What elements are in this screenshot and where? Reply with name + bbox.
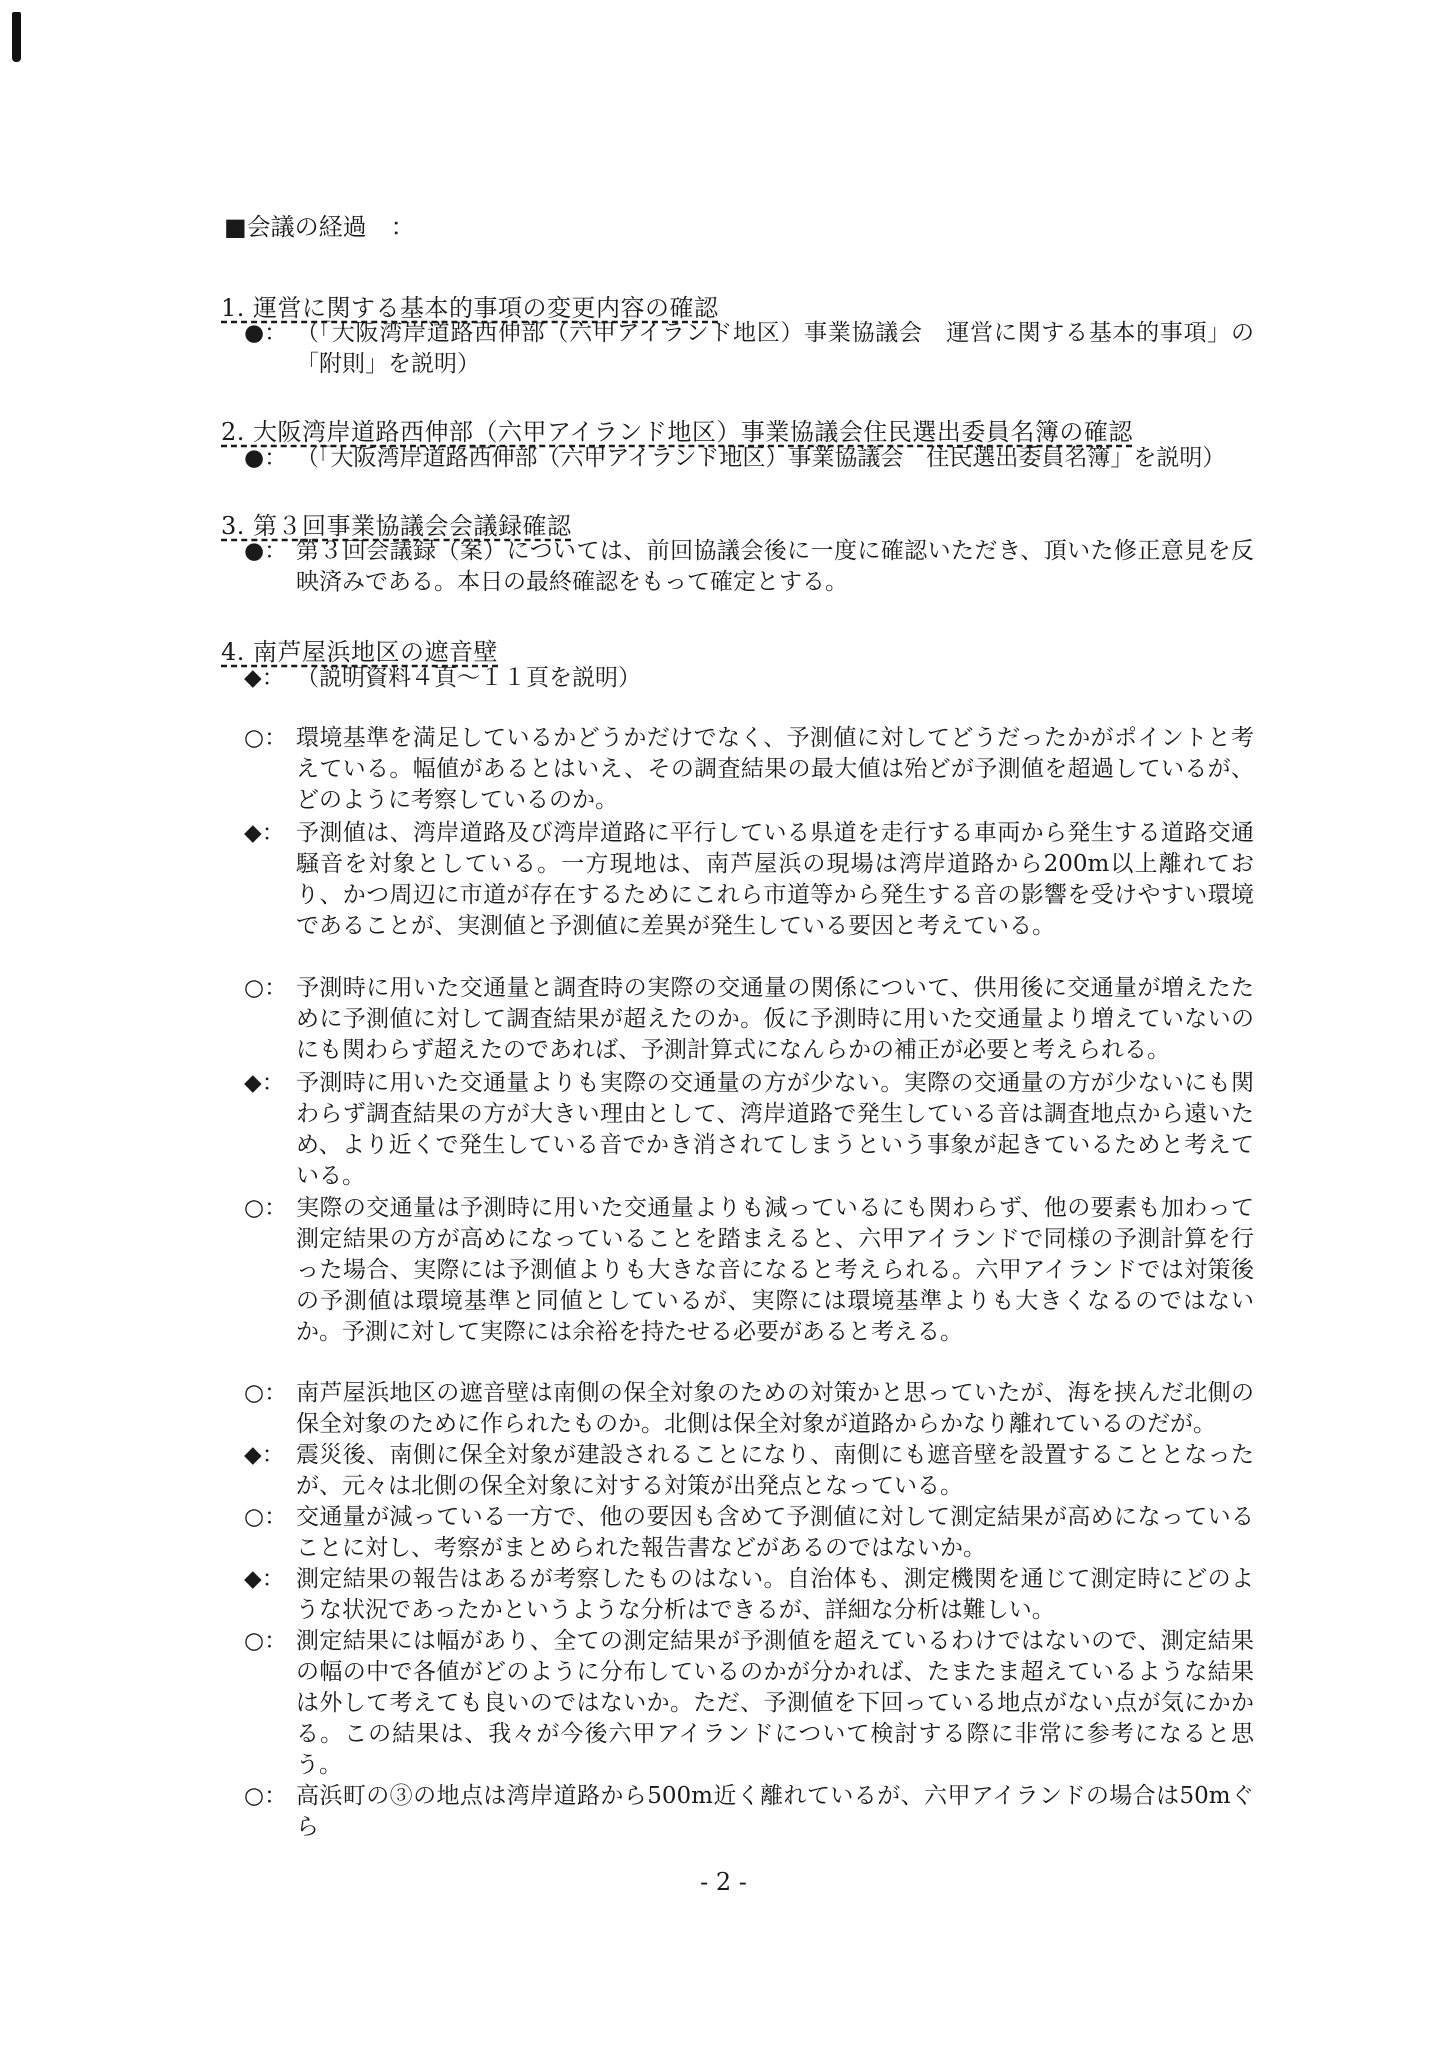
speaker-marker: ◆： [244,820,285,846]
section-2-heading: 2. 大阪湾岸道路西伸部（六甲アイランド地区）事業協議会住民選出委員名簿の確認 [221,418,1133,446]
section-4-entry-5 [244,1068,1254,1192]
speaker-marker: ○： [244,1628,288,1654]
section-4-entry-9 [244,1502,1254,1564]
entry-text: （「大阪湾岸道路西伸部（六甲アイランド地区）事業協議会 住民選出委員名簿」を説明） [296,445,1226,471]
section-4-entry-1 [244,663,1254,694]
entry-text: （説明資料４頁～１１頁を説明） [296,665,641,691]
speaker-marker: ◆： [244,1566,285,1592]
speaker-marker: ●： [244,445,288,471]
speaker-marker: ○： [244,975,288,1001]
speaker-marker: ○： [244,1195,288,1221]
entry-text: 交通量が減っている一方で、他の要因も含めて予測値に対して測定結果が高めになっていることに対し、考察がまとめられた報告書などがあるのではないか。 [296,1504,1254,1561]
entry-text: 実際の交通量は予測時に用いた交通量よりも減っているにも関わらず、他の要素も加わって測定結果の方が高めになっていることを踏まえると、六甲アイランドで同様の予測計算を行った場合、実際には予測値よりも大きな音になると考えられる。六甲アイランドでは対策後の予測値は環境基準と同値としているが、実際には環境基準よりも大きくなるのではないか。予測に対して実際には余裕を持たせる必要があると考える。 [296,1195,1254,1345]
entry-text: 予測時に用いた交通量よりも実際の交通量の方が少ない。実際の交通量の方が少ないにも関わらず調査結果の方が大きい理由として、湾岸道路で発生している音は調査地点から遠いため、より近くで発生している音でかき消されてしまうという事象が起きているためと考えている。 [296,1070,1254,1189]
section-4-heading: 4. 南芦屋浜地区の遮音壁 [221,638,499,666]
entry-text: 測定結果には幅があり、全ての測定結果が予測値を超えているわけではないので、測定結果の幅の中で各値がどのように分布しているのかが分かれば、たまたま超えているような結果は外して考えても良いのではないか。ただ、予測値を下回っている地点がない点が気にかかる。この結果は、我々が今後六甲アイランドについて検討する際に非常に参考になると思う。 [296,1628,1254,1778]
section-1-heading: 1. 運営に関する基本的事項の変更内容の確認 [221,294,719,322]
section-4-entry-7 [244,1378,1254,1440]
section-4-entry-8 [244,1440,1254,1502]
speaker-marker: ○： [244,1380,288,1406]
entry-text: （「大阪湾岸道路西伸部（六甲アイランド地区）事業協議会 運営に関する基本的事項」の「附則」を説明） [296,320,1254,377]
speaker-marker: ●： [244,320,288,346]
entry-text: 南芦屋浜地区の遮音壁は南側の保全対象のための対策かと思っていたが、海を挟んだ北側の保全対象のために作られたものか。北側は保全対象が道路からかなり離れているのだが。 [296,1380,1254,1437]
entry-text: 第３回会議録（案）については、前回協議会後に一度に確認いただき、頂いた修正意見を反映済みである。本日の最終確認をもって確定とする。 [296,538,1254,595]
speaker-marker: ○： [244,1504,288,1530]
section-4-entry-2 [244,723,1254,816]
speaker-marker: ○： [244,1783,288,1809]
scan-mark [12,12,21,62]
entry-text: 予測値は、湾岸道路及び湾岸道路に平行している県道を走行する車両から発生する道路交通騒音を対象としている。一方現地は、南芦屋浜の現場は湾岸道路から200m以上離れており、かつ周辺に市道が存在するためにこれら市道等から発生する音の影響を受けやすい環境であることが、実測値と予測値に差異が発生している要因と考えている。 [296,820,1254,939]
section-3-heading: 3. 第３回事業協議会会議録確認 [221,512,572,540]
speaker-marker: ◆： [244,1070,285,1096]
section-2-entry-1 [244,443,1254,474]
speaker-marker: ◆： [244,1442,285,1468]
section-4-entry-11 [244,1626,1254,1781]
section-4-entry-4 [244,973,1254,1066]
entry-text: 環境基準を満足しているかどうかだけでなく、予測値に対してどうだったかがポイントと考えている。幅値があるとはいえ、その調査結果の最大値は殆どが予測値を超過しているが、どのように考察しているのか。 [296,725,1254,813]
section-4-entry-6 [244,1193,1254,1348]
section-4-entry-10 [244,1564,1254,1626]
entry-text: 震災後、南側に保全対象が建設されることになり、南側にも遮音壁を設置することとなったが、元々は北側の保全対象に対する対策が出発点となっている。 [296,1442,1254,1499]
speaker-marker: ○： [244,725,288,751]
speaker-marker: ●： [244,538,288,564]
page-number: - 2 - [700,1868,747,1896]
section-4-entry-12 [244,1781,1254,1843]
meeting-progress-title: ■会議の経過 ： [224,213,415,241]
section-1-entry-1 [244,318,1254,380]
entry-text: 高浜町の③の地点は湾岸道路から500m近く離れているが、六甲アイランドの場合は50mぐら [296,1783,1254,1840]
section-4-entry-3 [244,818,1254,942]
section-3-entry-1 [244,536,1254,598]
entry-text: 測定結果の報告はあるが考察したものはない。自治体も、測定機関を通じて測定時にどのような状況であったかというような分析はできるが、詳細な分析は難しい。 [296,1566,1254,1623]
speaker-marker: ◆： [244,665,285,691]
entry-text: 予測時に用いた交通量と調査時の実際の交通量の関係について、供用後に交通量が増えたために予測値に対して調査結果が超えたのか。仮に予測時に用いた交通量より増えていないのにも関わらず超えたのであれば、予測計算式になんらかの補正が必要と考えられる。 [296,975,1254,1063]
